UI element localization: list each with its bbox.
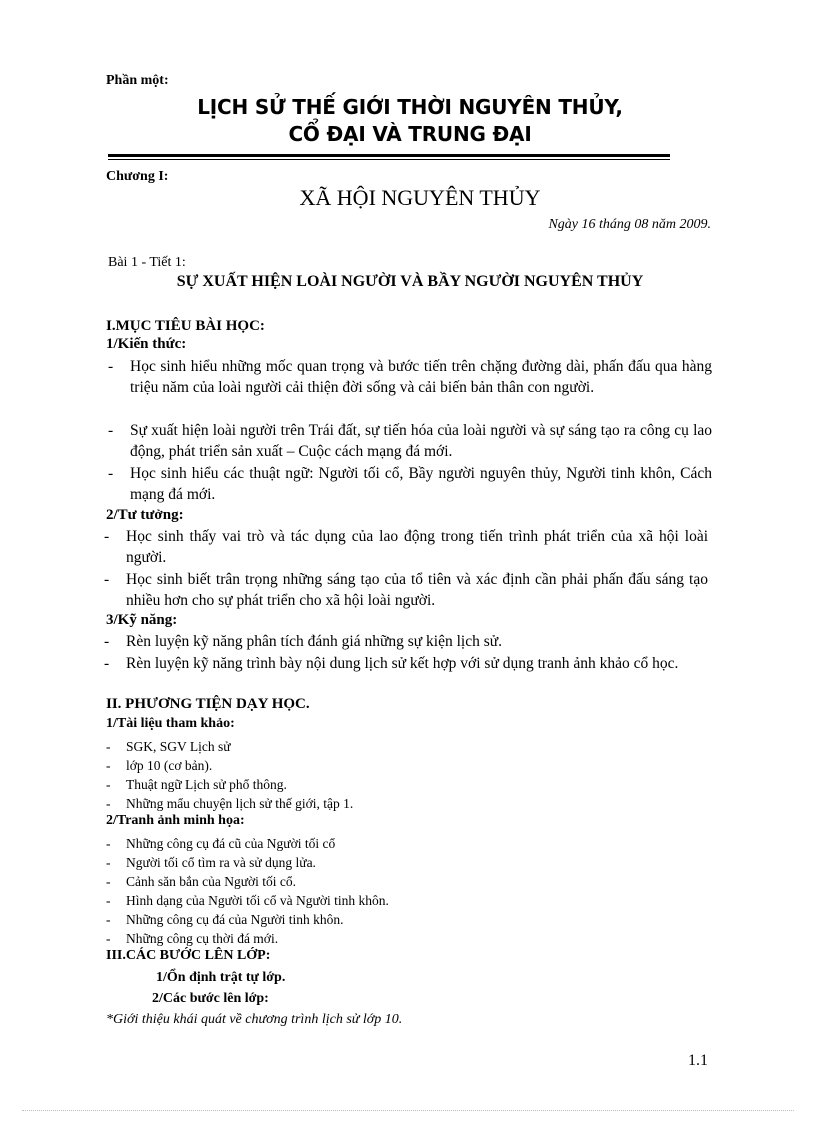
- list-item: - Rèn luyện kỹ năng trình bày nội dung lịch sử kết hợp với sử dụng tranh ảnh khảo cổ học.: [104, 655, 679, 672]
- document-page: Phần một: LỊCH SỬ THẾ GIỚI THỜI NGUYÊN THỦY, CỔ ĐẠI VÀ TRUNG ĐẠI Chương I: XÃ HỘI NGUYÊN THỦY Ngày 16 tháng 08 năm 2009. Bài 1 - Tiết 1: SỰ XUẤT HIỆN LOÀI NGƯỜI VÀ BẦY NGƯỜI NGUYÊN THỦY I.MỤC TIÊU BÀI HỌC: 1/Kiến thức: - Học sinh hiểu những mốc quan trọng và bước tiến trên chặng đường dài, phấn đấu qua hàng triệu năm của loài người cải thiện đời sống và cải biến bản thân con người. - Sự xuất hiện loài người trên Trái đất, sự tiến hóa của loài người và sự sáng tạo ra công cụ lao động, phát triển sản xuất – Cuộc cách mạng đá mới. - Học sinh hiểu các thuật ngữ: Người tối cổ, Bầy người nguyên thủy, Người tinh khôn, Cách mạng đá mới. 2/Tư tưởng: - Học sinh thấy vai trò và tác dụng của lao động trong tiến trình phát triển của xã hội loài người. - Học sinh biết trân trọng những sáng tạo của tổ tiên và xác định cần phải phấn đấu sáng tạo nhiều hơn cho sự phát triển cho xã hội loài người. 3/Kỹ năng: - Rèn luyện kỹ năng phân tích đánh giá những sự kiện lịch sử. - Rèn luyện kỹ năng trình bày nội dung lịch sử kết hợp với sử dụng tranh ảnh khảo cổ học. II. PHƯƠNG TIỆN DẠY HỌC. 1/Tài liệu tham khảo: - SGK, SGV Lịch sử - lớp 10 (cơ bản). - Thuật ngữ Lịch sử phổ thông. - Những mẩu chuyện lịch sử thế giới, tập 1. 2/Tranh ảnh minh họa: - Những công cụ đá cũ của Người tối cổ - Người tối cổ tìm ra và sử dụng lửa. - Cảnh săn bắn của Người tối cổ. - Hình dạng của Người tối cổ và Người tinh khôn. - Những công cụ đá của Người tinh khôn. - Những công cụ thời đá mới. III.CÁC BƯỚC LÊN LỚP: 1/Ổn định trật tự lớp. 2/Các bước lên lớp: *Giới thiệu khái quát về chương trình lịch sử lớp 10. 1.1: [0, 0, 816, 1123]
- references-heading: 1/Tài liệu tham khảo:: [106, 716, 235, 731]
- list-item: - Học sinh hiểu những mốc quan trọng và bước tiến trên chặng đường dài, phấn đấu qua hàng triệu năm của loài người cải thiện đời sống và cải biến bản thân con người.: [108, 358, 712, 396]
- step1-heading: 1/Ổn định trật tự lớp.: [156, 970, 286, 985]
- chapter-title: XÃ HỘI NGUYÊN THỦY: [299, 185, 541, 210]
- list-item: - Học sinh biết trân trọng những sáng tạo của tổ tiên và xác định cần phải phấn đấu sáng tạo nhiều hơn cho sự phát triển cho xã hội loài người.: [104, 571, 708, 609]
- list-item: - Học sinh thấy vai trò và tác dụng của lao động trong tiến trình phát triển của xã hội loài người.: [104, 528, 708, 566]
- section2-heading: II. PHƯƠNG TIỆN DẠY HỌC.: [106, 696, 310, 712]
- lesson-title: SỰ XUẤT HIỆN LOÀI NGƯỜI VÀ BẦY NGƯỜI NGUYÊN THỦY: [176, 273, 644, 290]
- chapter-label: Chương I:: [106, 169, 169, 184]
- section3-heading: III.CÁC BƯỚC LÊN LỚP:: [106, 948, 271, 963]
- skills-heading: 3/Kỹ năng:: [106, 612, 178, 628]
- part-title-line2: CỔ ĐẠI VÀ TRUNG ĐẠI: [288, 122, 532, 146]
- part-label: Phần một:: [106, 73, 169, 88]
- list-item: - Học sinh hiểu các thuật ngữ: Người tối cổ, Bầy người nguyên thủy, Người tinh khôn, Cách mạng đá mới.: [108, 465, 712, 503]
- page-edge-divider: [22, 1110, 794, 1111]
- page-number: 1.1: [688, 1052, 708, 1069]
- thought-heading: 2/Tư tưởng:: [106, 507, 184, 523]
- section1-heading: I.MỤC TIÊU BÀI HỌC:: [106, 318, 265, 334]
- divider-thin: [108, 159, 670, 160]
- lesson-label: Bài 1 - Tiết 1:: [108, 255, 186, 270]
- pictures-heading: 2/Tranh ảnh minh họa:: [106, 813, 245, 828]
- list-item: - Rèn luyện kỹ năng phân tích đánh giá những sự kiện lịch sử.: [104, 633, 503, 650]
- part-title-line1: LỊCH SỬ THẾ GIỚI THỜI NGUYÊN THỦY,: [197, 95, 623, 119]
- lesson-date: Ngày 16 tháng 08 năm 2009.: [548, 217, 711, 232]
- intro-note: *Giới thiệu khái quát về chương trình lịch sử lớp 10.: [106, 1012, 403, 1027]
- step2-heading: 2/Các bước lên lớp:: [152, 991, 269, 1006]
- list-item: - Sự xuất hiện loài người trên Trái đất, sự tiến hóa của loài người và sự sáng tạo ra công cụ lao động, phát triển sản xuất – Cuộc cách mạng đá mới.: [108, 422, 712, 460]
- knowledge-heading: 1/Kiến thức:: [106, 336, 187, 352]
- divider-thick: [108, 154, 670, 157]
